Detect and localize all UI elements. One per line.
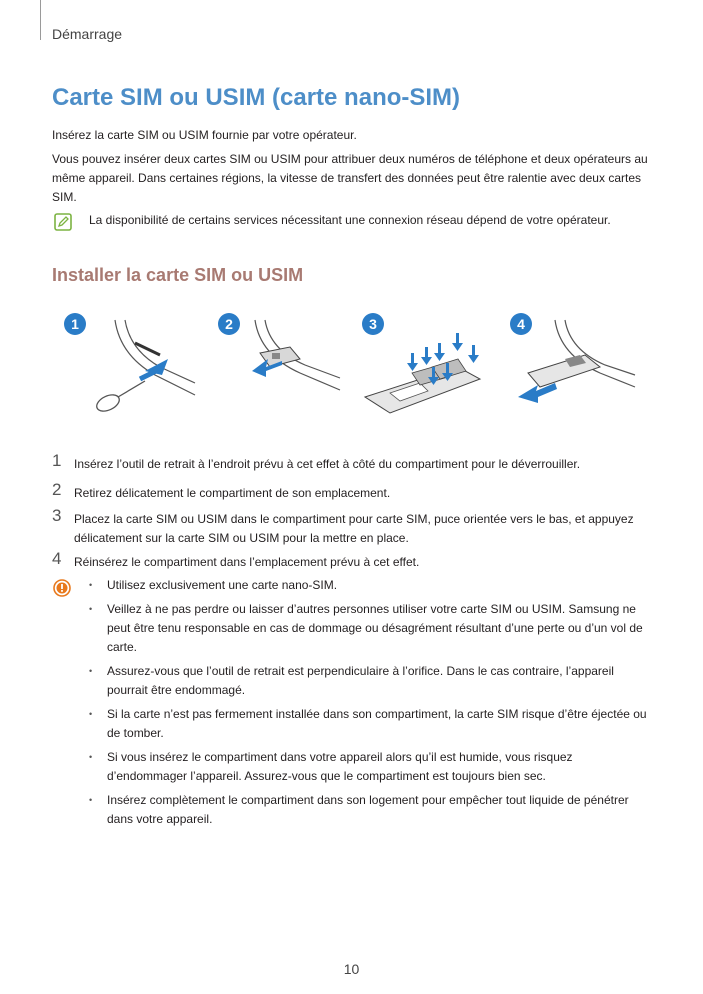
intro-paragraph-2: Vous pouvez insérer deux cartes SIM ou USIM pour attribuer deux numéros de téléphone et deux opérateurs au même appareil. Dans certaines régions, la vitesse de transfert des données peut être ralentie avec deux cartes SIM. bbox=[52, 152, 648, 204]
page-title: Carte SIM ou USIM (carte nano-SIM) bbox=[52, 84, 461, 111]
step-3-illustration bbox=[365, 333, 480, 413]
figure-badge-1: 1 bbox=[64, 313, 86, 335]
warning-list bbox=[89, 576, 649, 834]
figure-badge-3: 3 bbox=[362, 313, 384, 335]
step-4-number: 4 bbox=[52, 549, 62, 568]
header-rule bbox=[40, 0, 41, 40]
sim-installation-illustration bbox=[60, 315, 640, 430]
step-1-text: Insérez l’outil de retrait à l’endroit prévu à cet effet à côté du compartiment pour le déverrouiller. bbox=[74, 457, 581, 471]
step-2-illustration bbox=[252, 320, 340, 390]
running-header: Démarrage bbox=[52, 26, 123, 42]
step-4-text: Réinsérez le compartiment dans l’emplacement prévu à cet effet. bbox=[74, 555, 420, 569]
warning-item: • Si vous insérez le compartiment dans votre appareil alors qu’il est humide, vous risquez d’endommager l’appareil. Assurez-vous que le compartiment est toujours bien sec. bbox=[89, 748, 649, 786]
note-text: La disponibilité de certains services nécessitant une connexion réseau dépend de votre opérateur. bbox=[89, 213, 611, 227]
step-3-number: 3 bbox=[52, 506, 62, 525]
figure-badge-4: 4 bbox=[510, 313, 532, 335]
warning-item: • Utilisez exclusivement une carte nano-SIM. bbox=[89, 576, 649, 595]
step-4 bbox=[52, 549, 652, 572]
warning-item: • Insérez complètement le compartiment dans son logement pour empêcher tout liquide de pénétrer dans votre appareil. bbox=[89, 791, 649, 829]
intro-paragraph-1: Insérez la carte SIM ou USIM fournie par votre opérateur. bbox=[52, 128, 357, 142]
step-3-text: Placez la carte SIM ou USIM dans le compartiment pour carte SIM, puce orientée vers le bas, et appuyez délicatement sur la carte SIM ou USIM pour la mettre en place. bbox=[74, 512, 634, 545]
figure-badge-2: 2 bbox=[218, 313, 240, 335]
warning-exclamation-icon bbox=[53, 579, 71, 597]
note-pencil-icon bbox=[54, 213, 72, 231]
step-1-number: 1 bbox=[52, 451, 62, 470]
step-1 bbox=[52, 451, 652, 474]
warning-item: • Veillez à ne pas perdre ou laisser d’autres personnes utiliser votre carte SIM ou USIM. Samsung ne peut être tenu responsable en cas de dommage ou désagrément résultant d’une perte ou d’un vol de carte. bbox=[89, 600, 649, 657]
warning-item: • Si la carte n’est pas fermement installée dans son compartiment, la carte SIM risque d’être éjectée ou de tomber. bbox=[89, 705, 649, 743]
step-2-text: Retirez délicatement le compartiment de son emplacement. bbox=[74, 486, 391, 500]
step-3 bbox=[52, 506, 652, 548]
section-subtitle: Installer la carte SIM ou USIM bbox=[52, 265, 304, 285]
step-1-illustration bbox=[94, 320, 195, 414]
warning-item: • Assurez-vous que l’outil de retrait est perpendiculaire à l’orifice. Dans le cas contraire, l’appareil pourrait être endommagé. bbox=[89, 662, 649, 700]
step-2-number: 2 bbox=[52, 480, 62, 499]
step-4-illustration bbox=[518, 320, 635, 403]
step-2 bbox=[52, 480, 652, 503]
page-number: 10 bbox=[343, 961, 360, 977]
